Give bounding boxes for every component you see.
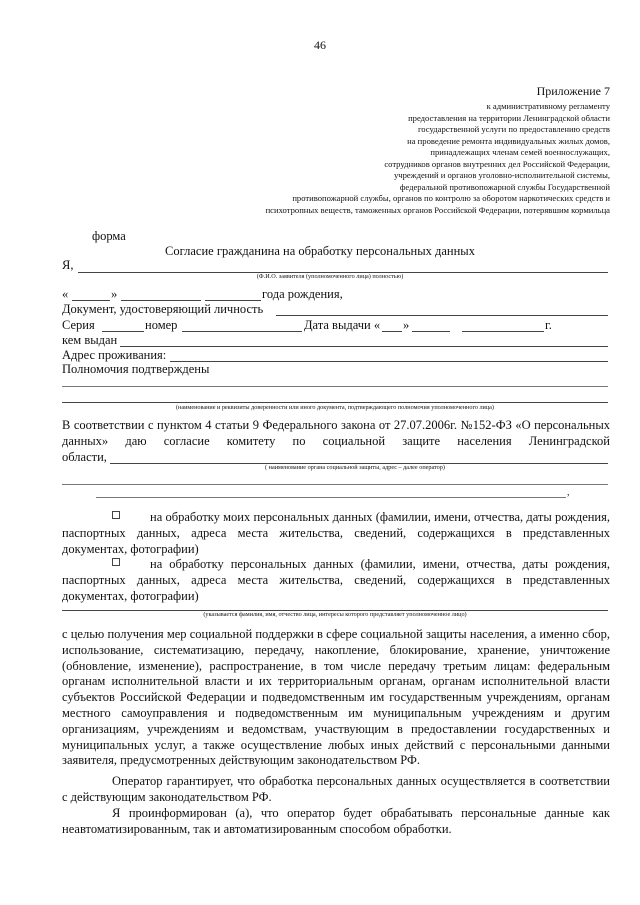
appendix-reference-line: сотрудников органов внутренних дел Российской Федерации,	[384, 158, 610, 169]
operator-field-3[interactable]	[96, 497, 566, 498]
ya-label: Я,	[62, 258, 74, 272]
appendix-reference-line: учреждений и органов уголовно-исполнительной системы,	[393, 170, 610, 180]
consent-represented-checkbox[interactable]	[112, 558, 120, 566]
fio-caption: (Ф.И.О. заявителя (уполномоченного лица) полностью)	[256, 273, 404, 280]
consent-own-text: на обработку моих персональных данных (фамилии, имени, отчества, даты рождения, паспортных данных, адреса места жительства, сведений, содержащихся в представленных документах, фотографии)	[62, 510, 610, 556]
appendix-reference-line: психотропных веществ, таможенных органов Российской Федерации, потерявшим кормильца	[265, 204, 610, 215]
appendix-title: Приложение 7	[536, 84, 610, 98]
consent-represented-text: на обработку персональных данных (фамилии, имени, отчества, даты рождения, паспортных данных, адреса места жительства, сведений, содержащихся в представленных документах, фотографии)	[62, 557, 610, 603]
guarantee-paragraph: Оператор гарантирует, что обработка персональных данных осуществляется в соответствии с действующим законодательством РФ.	[62, 774, 610, 804]
id-document-label: Документ, удостоверяющий личность	[62, 302, 264, 316]
page-number: 46	[314, 38, 326, 52]
address-field[interactable]	[170, 361, 608, 362]
appendix-reference-line: к административному регламенту	[486, 101, 610, 111]
consent-intro: В соответствии с пунктом 4 статьи 9 Федерального закона от 27.07.2006г. №152-ФЗ «О персональных данных» даю согласие комитету по социальной защите населения Ленинградской	[62, 418, 610, 448]
appendix-reference-line: предоставления на территории Ленинградской области	[408, 112, 610, 123]
issue-date-label: Дата выдачи «	[304, 318, 381, 332]
number-label: номер	[145, 318, 178, 332]
issued-by-field[interactable]	[120, 346, 608, 347]
representative-caption: (указывается фамилия, имя, отчество лица, интересы которого представляет уполномоченное лицо)	[203, 611, 467, 618]
appendix-reference-line: противопожарной службы, органов по контролю за оборотом наркотических средств и	[292, 193, 610, 203]
number-field[interactable]	[182, 331, 302, 332]
authority-caption: (наименование и реквизиты доверенности или иного документа, подтверждающего полномочия уполномоченного лица)	[175, 404, 494, 411]
appendix-reference-line: федеральной противопожарной службы Государственной	[399, 181, 610, 192]
issued-by-label: кем выдан	[62, 333, 118, 347]
birth-year-field[interactable]	[205, 300, 261, 301]
consent-own-checkbox[interactable]	[112, 511, 120, 519]
issue-month-field[interactable]	[412, 331, 450, 332]
id-document-field[interactable]	[276, 315, 608, 316]
purpose-paragraph: с целью получения мер социальной поддержки в сфере социальной защиты населения, а именно сбор, использование, систематизацию, передачу, накопление, блокирование, хранение, уничтожение (обновление, изменение), распространение, в том числе передачу третьим лицам: федеральным органам исполнительной власти и их территориальным органам, органам исполнительной власти субъектов Российской Федерации и подведомственным им государственным учреждениям, органам местного самоуправления и подведомственным им муниципальным учреждениям и другим организациям, учреждениям и ведомствам, участвующим в предоставлении государственных и муниципальных услуг, а также осуществление любых иных действий с персональными данными заявителя, предусмотренных действующим законодательством РФ.	[62, 627, 610, 768]
consent-option-own	[62, 510, 610, 557]
issue-year-field[interactable]	[462, 331, 544, 332]
consent-intro-region: области,	[62, 450, 107, 464]
birth-open-quote: «	[62, 287, 69, 301]
form-label: форма	[92, 229, 126, 243]
series-label: Серия	[62, 318, 95, 332]
birth-day-field[interactable]	[72, 300, 110, 301]
operator-comma: ,	[567, 487, 570, 498]
document-title: Согласие гражданина на обработку персональных данных	[165, 244, 475, 258]
issue-day-field[interactable]	[382, 331, 402, 332]
birth-month-field[interactable]	[121, 300, 201, 301]
address-label: Адрес проживания:	[62, 348, 167, 362]
series-field[interactable]	[102, 331, 144, 332]
appendix-reference	[170, 101, 610, 216]
birth-close-quote: »	[111, 287, 118, 301]
operator-caption: ( наименование органа социальной защиты, адрес – далее оператор)	[265, 464, 445, 471]
informed-paragraph: Я проинформирован (а), что оператор будет обрабатывать персональные данные как неавтоматизированным, так и автоматизированным способом обработки.	[62, 806, 610, 836]
year-suffix: г.	[545, 318, 552, 332]
authority-field[interactable]	[62, 386, 608, 387]
authority-field-2[interactable]	[62, 402, 608, 403]
operator-field-2[interactable]	[62, 484, 608, 485]
consent-option-represented	[62, 557, 610, 604]
authority-label: Полномочия подтверждены	[62, 362, 210, 376]
appendix-reference-line: принадлежащих членам семей военнослужащих,	[430, 147, 610, 157]
birth-suffix: года рождения,	[262, 287, 343, 301]
issue-date-close: »	[403, 318, 410, 332]
appendix-reference-line: государственной услуги по предоставлению средств	[417, 124, 610, 134]
appendix-reference-line: на проведение ремонта индивидуальных жилых домов,	[407, 135, 610, 146]
